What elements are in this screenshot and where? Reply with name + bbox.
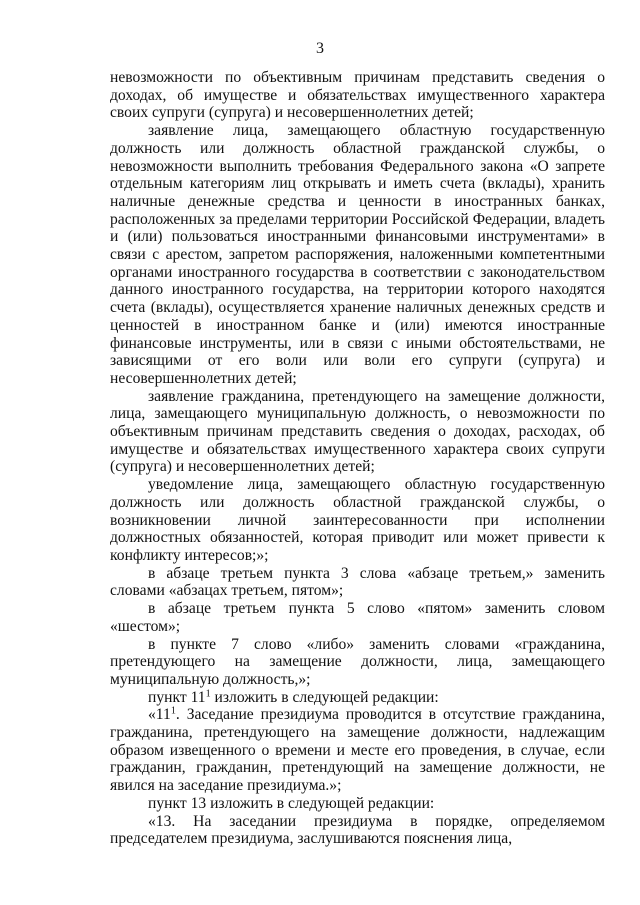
paragraph-2: заявление лица, замещающего областную государственную должность или должность областной гражданской службы, о невозможности выполнить требования Федерального закона «О запрете отдельным категориям лиц открывать и иметь счета (вклады), хранить наличные денежные средства и ценности в иностранных банках, расположенных за пределами территории Российской Федерации, владеть и (или) пользоваться иностранными финансовыми инструментами» в связи с арестом, запретом распоряжения, наложенными компетентными органами иностранного государства в соответствии с законодательством данного иностранного государства, на территории которого находятся счета (вклады), осуществляется хранение наличных денежных средств и ценностей в иностранном банке и (или) имеются иностранные финансовые инструменты, или в связи с иными обстоятельствами, не зависящими от его воли или воли его супруги (супруга) и несовершеннолетних детей; bbox=[110, 122, 605, 387]
paragraph-8 bbox=[110, 689, 605, 707]
paragraph-8-pre: пункт 11 bbox=[148, 688, 206, 706]
paragraph-9 bbox=[110, 706, 605, 795]
paragraph-1: невозможности по объективным причинам представить сведения о доходах, об имуществе и обязательствах имущественного характера своих супруги (супруга) и несовершеннолетних детей; bbox=[110, 69, 605, 122]
paragraph-8-post: изложить в следующей редакции: bbox=[210, 688, 439, 706]
paragraph-9-post: . Заседание президиума проводится в отсутствие гражданина, гражданина, претендующего на замещение должности, надлежащим образом извещенного о времени и месте его проведения, в случае, если гражданин, гражданин, претендующий на замещение должности, не явился на заседание президиума.»; bbox=[110, 706, 605, 795]
paragraph-10: пункт 13 изложить в следующей редакции: bbox=[148, 794, 435, 812]
paragraph-9-superscript: 1 bbox=[170, 705, 176, 717]
paragraph-3: заявление гражданина, претендующего на замещение должности, лица, замещающего муниципальную должность, о невозможности по объективным причинам представить сведения о доходах, расходах, об имуществе и обязательствах имущественного характера своих супруги (супруга) и несовершеннолетних детей; bbox=[110, 387, 605, 476]
page-number: 3 bbox=[316, 40, 324, 57]
paragraph-7: в пункте 7 слово «либо» заменить словами «гражданина, претендующего на замещение должности, лица, замещающего муниципальную должность,»; bbox=[110, 635, 605, 688]
paragraph-4: уведомление лица, замещающего областную государственную должность или должность областной гражданской службы, о возникновении личной заинтересованности при исполнении должностных обязанностей, которая приводит или может привести к конфликту интересов;»; bbox=[110, 476, 605, 564]
paragraph-5: в абзаце третьем пункта 3 слова «абзаце третьем,» заменить словами «абзацах третьем, пятом»; bbox=[110, 564, 605, 600]
paragraph-11: «13. На заседании президиума в порядке, определяемом председателем президиума, заслушиваются пояснения лица, bbox=[110, 812, 605, 848]
body-text bbox=[110, 69, 605, 848]
paragraph-8-superscript: 1 bbox=[205, 688, 211, 700]
paragraph-9-pre: «11 bbox=[148, 706, 171, 724]
paragraph-6: в абзаце третьем пункта 5 слово «пятом» заменить словом «шестом»; bbox=[110, 600, 605, 635]
